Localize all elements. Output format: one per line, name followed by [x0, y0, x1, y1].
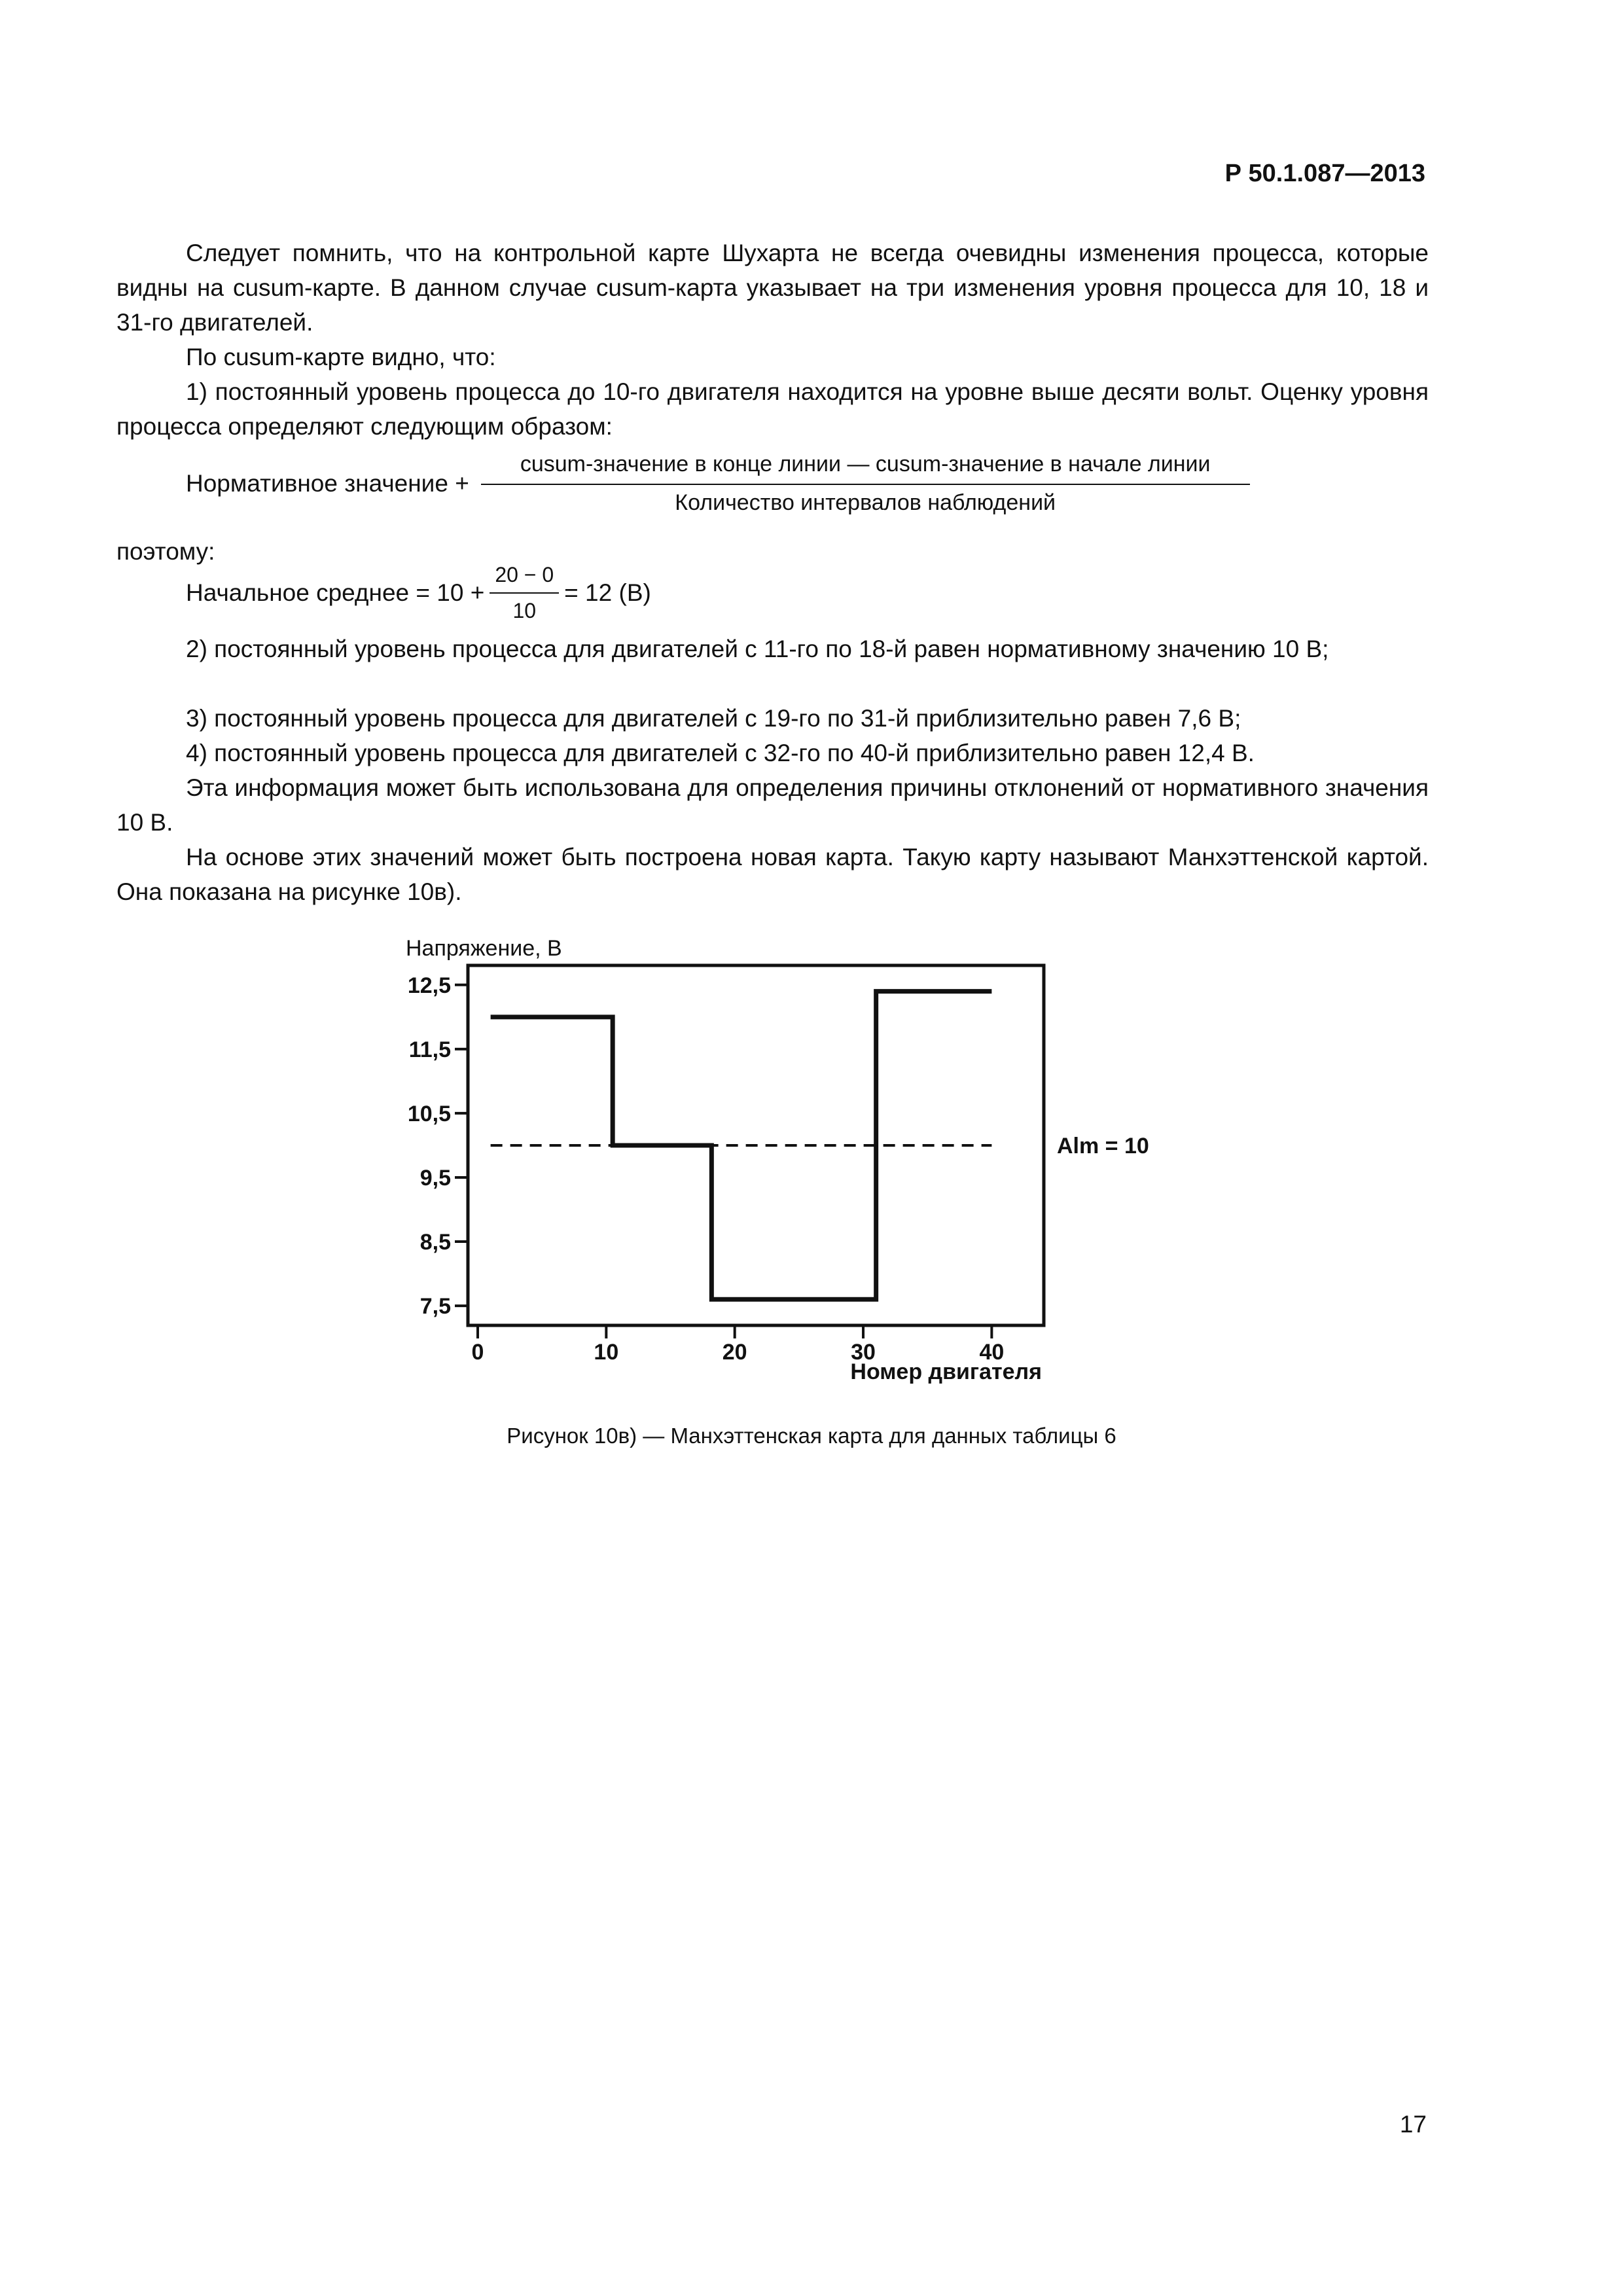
- paragraph-5: 2) постоянный уровень процесса для двигателей с 11-го по 18-й равен нормативному значению 10 В;: [186, 636, 1329, 662]
- formula2-denominator: 10: [512, 599, 537, 622]
- y-tick-label: 8,5: [419, 1230, 451, 1255]
- x-tick-label: 10: [594, 1340, 619, 1365]
- y-tick-label: 12,5: [407, 973, 451, 998]
- formula-numerator: cusum-значение в конце линии — cusum-значение в начале линии: [481, 452, 1250, 485]
- paragraph-4: поэтому:: [116, 538, 215, 565]
- x-axis-label: Номер двигателя: [850, 1359, 1042, 1384]
- y-axis: [408, 973, 468, 1319]
- page-number: 17: [1399, 2111, 1427, 2138]
- formula-lhs: Нормативное значение +: [186, 470, 469, 497]
- reference-line-label: Alm = 10: [1057, 1133, 1149, 1158]
- y-tick-label: 7,5: [419, 1294, 451, 1319]
- x-tick-label: 0: [471, 1340, 484, 1365]
- paragraph-8: Эта информация может быть использована для определения причины отклонений от нормативного значения 10 В.: [116, 774, 1429, 836]
- y-axis-label: Напряжение, В: [406, 936, 562, 961]
- formula-initial-mean: [186, 563, 651, 623]
- formula2-fraction: [490, 563, 559, 623]
- formula2-lhs: Начальное среднее = 10 +: [186, 579, 485, 606]
- x-tick-label: 30: [851, 1340, 876, 1365]
- paragraph-3: 1) постоянный уровень процесса до 10-го двигателя находится на уровне выше десяти вольт. Оценку уровня процесса определяют следующим образом:: [116, 378, 1429, 440]
- paragraph-7: 4) постоянный уровень процесса для двигателей с 32-го по 40-й приблизительно равен 12,4 В.: [186, 740, 1255, 766]
- formula2-numerator: 20 − 0: [490, 563, 559, 594]
- paragraph-1: Следует помнить, что на контрольной карте Шухарта не всегда очевидны изменения процесса, которые видны на cusum-карте. В данном случае cusum-карта указывает на три изменения уровня процесса для 10, 18 и 31-го двигателей.: [116, 240, 1429, 336]
- formula2-rhs: = 12 (В): [564, 579, 651, 606]
- formula-fraction: [481, 452, 1250, 516]
- manhattan-chart: [0, 916, 1623, 1401]
- paragraph-2: По cusum-карте видно, что:: [186, 344, 496, 370]
- x-axis: [472, 1325, 1005, 1365]
- x-tick-label: 40: [979, 1340, 1005, 1365]
- document-code: Р 50.1.087—2013: [1224, 160, 1425, 187]
- formula-denominator: Количество интервалов наблюдений: [675, 490, 1056, 515]
- y-tick-label: 10,5: [407, 1101, 451, 1126]
- y-tick-label: 11,5: [408, 1037, 451, 1062]
- figure-caption: Рисунок 10в) — Манхэттенская карта для данных таблицы 6: [507, 1424, 1116, 1448]
- formula-level-estimate: [186, 452, 1250, 516]
- x-tick-label: 20: [722, 1340, 747, 1365]
- paragraph-6: 3) постоянный уровень процесса для двигателей с 19-го по 31-й приблизительно равен 7,6 В;: [186, 705, 1241, 732]
- step-series-line: [491, 992, 992, 1300]
- paragraph-9: На основе этих значений может быть построена новая карта. Такую карту называют Манхэттенской картой. Она показана на рисунке 10в).: [116, 844, 1429, 905]
- y-tick-label: 9,5: [419, 1165, 451, 1191]
